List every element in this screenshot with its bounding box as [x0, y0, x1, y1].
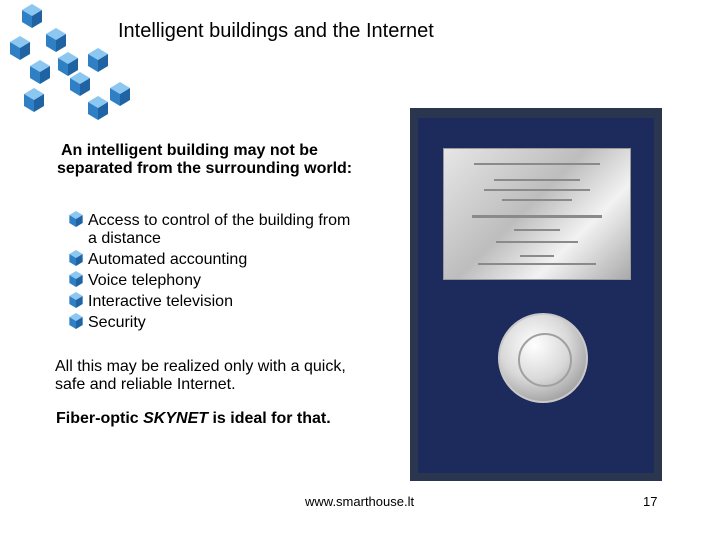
silver-plaque	[443, 148, 631, 280]
cube-bullet-icon	[68, 313, 84, 329]
feature-list	[68, 212, 358, 335]
cube-bullet-icon	[68, 271, 84, 287]
cube-bullet-icon	[68, 292, 84, 308]
list-item	[68, 212, 358, 248]
page-number: 17	[643, 494, 658, 509]
slide-title: Intelligent buildings and the Internet	[118, 20, 434, 42]
list-item-text: Interactive television	[88, 293, 233, 310]
silver-medal	[498, 313, 588, 403]
medal-emblem	[518, 333, 572, 387]
cube-bullet-icon	[68, 250, 84, 266]
list-item-text: Automated accounting	[88, 251, 248, 268]
intro-text: An intelligent building may not be separated from the surrounding world:	[57, 142, 353, 177]
list-item-text: Voice telephony	[88, 272, 201, 289]
internet-paragraph: All this may be realized only with a quick, safe and reliable Internet.	[55, 358, 346, 393]
list-item	[68, 314, 358, 332]
skynet-suffix: is ideal for that.	[208, 410, 331, 427]
cube-bullet-icon	[68, 211, 84, 227]
list-item-text: Security	[88, 314, 146, 331]
velvet-frame	[418, 118, 654, 473]
list-item	[68, 293, 358, 311]
skynet-prefix: Fiber-optic	[56, 410, 144, 427]
skynet-brand: SKYNET	[143, 410, 209, 427]
footer-url: www.smarthouse.lt	[305, 494, 415, 509]
list-item	[68, 272, 358, 290]
award-photo	[410, 108, 662, 481]
list-item-text: Access to control of the building from a distance	[88, 212, 351, 247]
skynet-paragraph	[56, 410, 356, 428]
cubes-decoration	[0, 0, 150, 120]
list-item	[68, 251, 358, 269]
